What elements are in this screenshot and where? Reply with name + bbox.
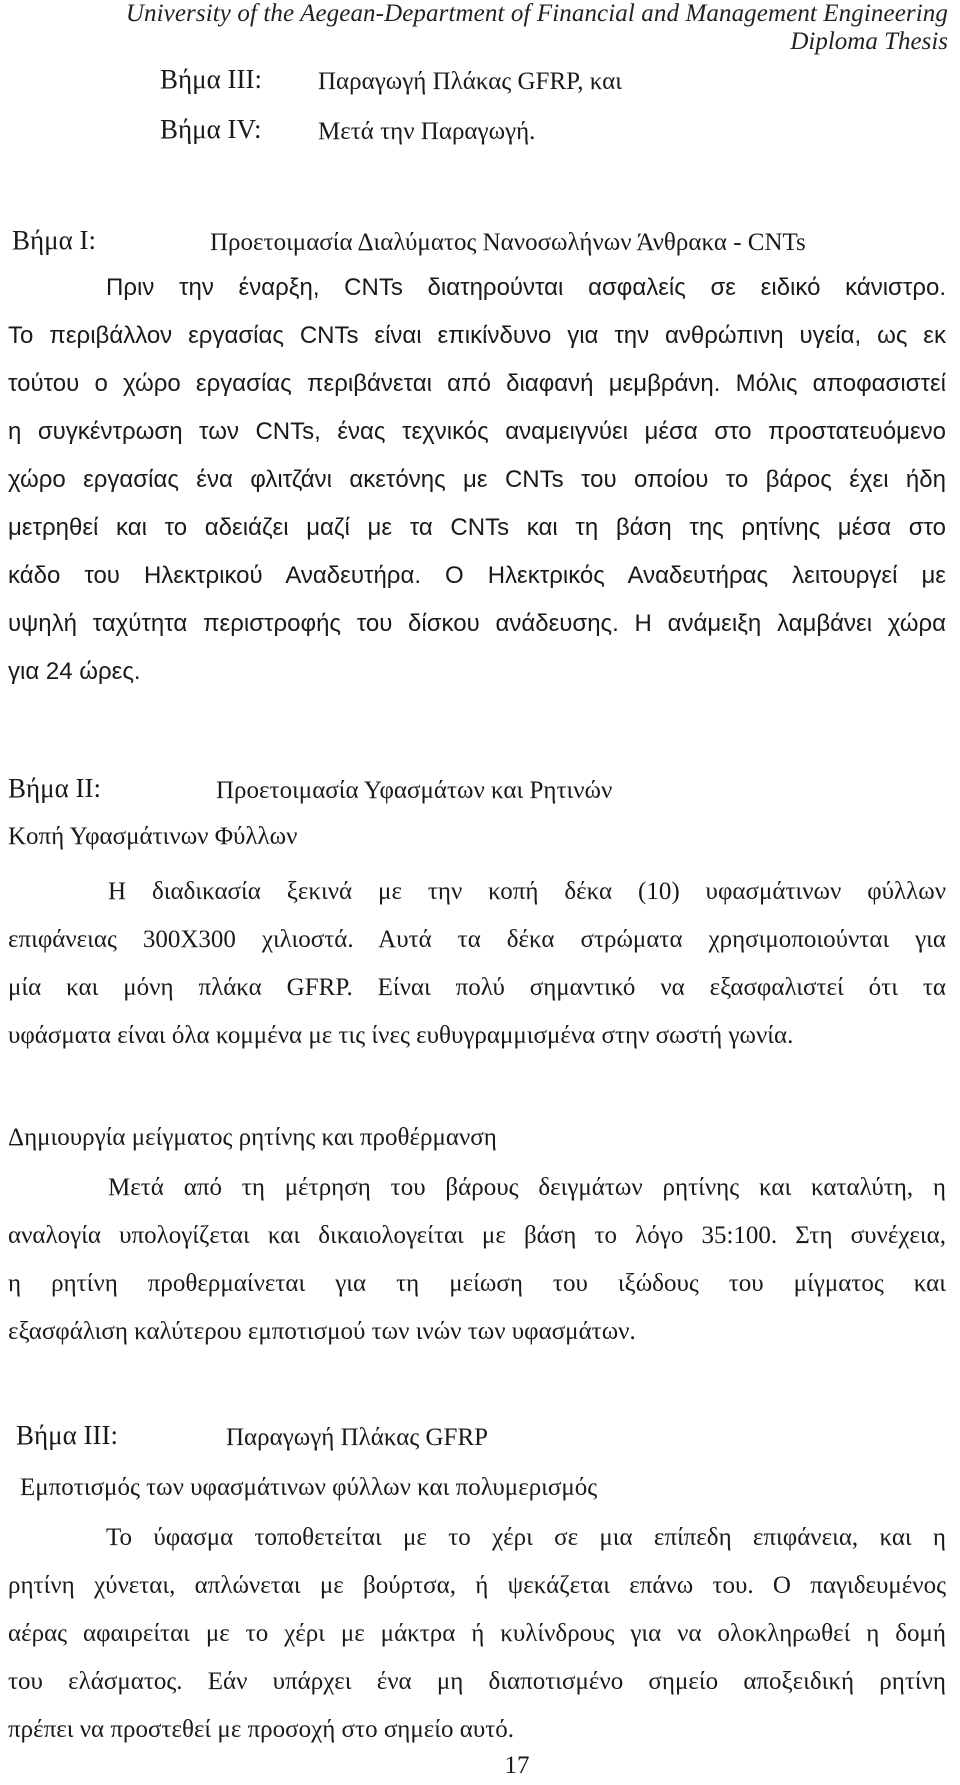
step3-title: Παραγωγή Πλάκας GFRP: [226, 1424, 489, 1451]
step2-sub2-paragraph: [8, 1164, 946, 1356]
step2-label: Βήμα II:: [8, 773, 101, 803]
paragraph-line: υψηλή ταχύτητα περιστροφής του δίσκου ανάδευσης. Η ανάμειξη λαμβάνει χώρα: [8, 610, 946, 637]
page-number: 17: [504, 1752, 530, 1779]
paragraph-line: αναλογία υπολογίζεται και δικαιολογείται με βάση το λόγο 35:100. Στη συνέχεια,: [8, 1222, 946, 1249]
step3-sub1-paragraph: [8, 1514, 946, 1754]
paragraph-line: η συγκέντρωση των CNTs, ένας τεχνικός αναμειγνύει μέσα στο προστατευόμενο: [8, 418, 946, 445]
paragraph-line: επιφάνειας 300Χ300 χιλιοστά. Αυτά τα δέκα στρώματα χρησιμοποιούνται για: [8, 926, 946, 953]
paragraph-line: μετρηθεί και το αδειάζει μαζί με τα CNTs και τη βάση της ρητίνης μέσα στο: [8, 514, 946, 541]
paragraph-line: τούτου ο χώρο εργασίας περιβάνεται από διαφανή μεμβράνη. Μόλις αποφασιστεί: [8, 370, 946, 397]
step1-title: Προετοιμασία Διαλύματος Νανοσωλήνων Άνθρακα - CNTs: [210, 229, 806, 256]
paragraph-line: πρέπει να προστεθεί με προσοχή στο σημείο αυτό.: [8, 1716, 515, 1743]
paragraph-line: Το περιβάλλον εργασίας CNTs είναι επικίνδυνο για την ανθρώπινη υγεία, ως εκ: [8, 322, 946, 349]
paragraph-line: εξασφάλιση καλύτερου εμποτισμού των ινών των υφασμάτων.: [8, 1318, 636, 1345]
paragraph-line: υφάσματα είναι όλα κομμένα με τις ίνες ευθυγραμμισμένα στην σωστή γωνία.: [8, 1022, 794, 1049]
step2-sub1-heading: Κοπή Υφασμάτινων Φύλλων: [8, 823, 298, 850]
step2-title: Προετοιμασία Υφασμάτων και Ρητινών: [216, 777, 613, 804]
step3-sub1-heading: Εμποτισμός των υφασμάτινων φύλλων και πολυμερισμός: [20, 1474, 598, 1501]
steps-list-label-4: Βήμα IV:: [160, 114, 262, 144]
paragraph-line: του ελάσματος. Εάν υπάρχει ένα μη διαποτισμένο σημείο αποξειδική ρητίνη: [8, 1668, 946, 1695]
step1-paragraph: [8, 264, 946, 696]
paragraph-line: χώρο εργασίας ένα φλιτζάνι ακετόνης με CNTs του οποίου το βάρος έχει ήδη: [8, 466, 946, 493]
steps-list-text-3: Παραγωγή Πλάκας GFRP, και: [318, 68, 622, 95]
paragraph-line: Το ύφασμα τοποθετείται με το χέρι σε μια επίπεδη επιφάνεια, και η: [106, 1524, 946, 1551]
step2-sub1-paragraph: [8, 868, 946, 1060]
running-header-institution: University of the Aegean-Department of Financial and Management Engineering: [125, 0, 948, 27]
step3-label: Βήμα III:: [16, 1420, 118, 1450]
paragraph-line: μία και μόνη πλάκα GFRP. Είναι πολύ σημαντικό να εξασφαλιστεί ότι τα: [8, 974, 946, 1001]
paragraph-line: Η διαδικασία ξεκινά με την κοπή δέκα (10) υφασμάτινων φύλλων: [108, 878, 946, 905]
running-header-thesis: Diploma Thesis: [790, 28, 948, 55]
paragraph-line: η ρητίνη προθερμαίνεται για τη μείωση του ιξώδους του μίγματος και: [8, 1270, 946, 1297]
paragraph-line: Μετά από τη μέτρηση του βάρους δειγμάτων ρητίνης και καταλύτη, η: [108, 1174, 946, 1201]
paragraph-line: αέρας αφαιρείται με το χέρι με μάκτρα ή κυλίνδρους για να ολοκληρωθεί η δομή: [8, 1620, 946, 1647]
paragraph-line: Πριν την έναρξη, CNTs διατηρούνται ασφαλείς σε ειδικό κάνιστρο.: [106, 274, 946, 301]
paragraph-line: ρητίνη χύνεται, απλώνεται με βούρτσα, ή ψεκάζεται επάνω του. Ο παγιδευμένος: [8, 1572, 946, 1599]
steps-list-text-4: Μετά την Παραγωγή.: [318, 118, 536, 145]
paragraph-line: κάδο του Ηλεκτρικού Αναδευτήρα. Ο Ηλεκτρικός Αναδευτήρας λειτουργεί με: [8, 562, 946, 589]
step1-label: Βήμα I:: [12, 225, 96, 255]
paragraph-line: για 24 ώρες.: [8, 658, 141, 685]
step2-sub2-heading: Δημιουργία μείγματος ρητίνης και προθέρμανση: [8, 1124, 497, 1151]
steps-list-label-3: Βήμα III:: [160, 64, 262, 94]
